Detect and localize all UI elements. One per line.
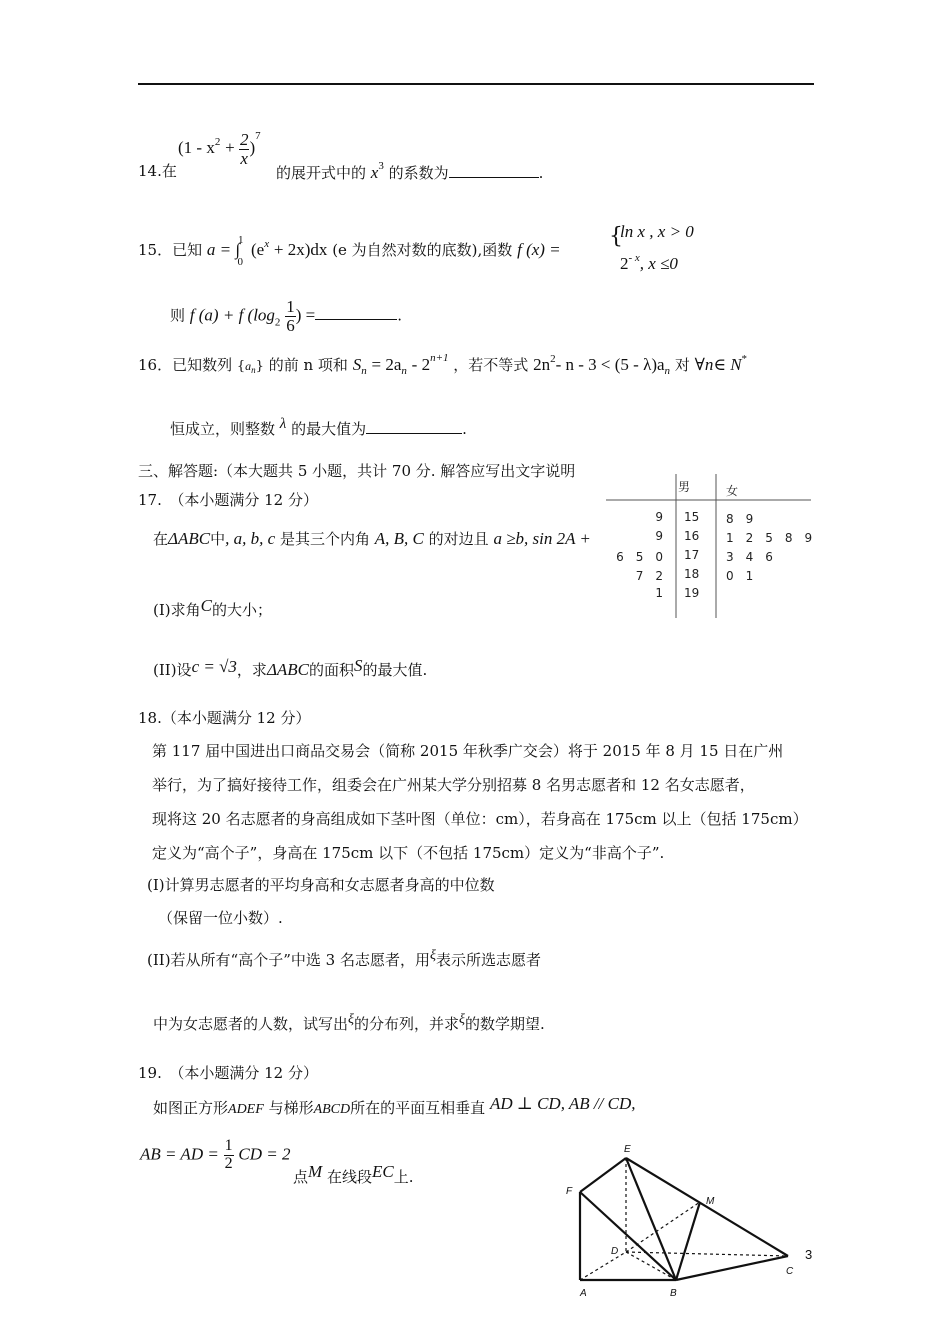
page-number: 3 [805, 1247, 813, 1262]
q14-text: 的展开式中的 $x^3$ 的系数为 . [276, 160, 544, 182]
q18-part3: 中为女志愿者的人数，试写出ξ的分布列，并求ξ的数学期望. [153, 1012, 545, 1033]
question-14: 14.在 [138, 162, 177, 180]
stem-leaf-plot [606, 468, 818, 618]
q17-line1: 在ΔABC中, a, b, c 是其三个内角 A, B, C 的对边且 a ≥b, sin 2A + [153, 529, 591, 548]
stem-row [606, 586, 818, 604]
stem-male-leaves: 7 2 [635, 569, 663, 583]
stem-row [606, 510, 818, 528]
q18-part2: (II)若从所有“高个子”中选 3 名志愿者，用ξ表示所选志愿者 [147, 948, 541, 969]
stem-row [606, 548, 818, 566]
q14-answer-blank [449, 163, 539, 178]
label-B: B [670, 1288, 677, 1299]
q17-title: 17. （本小题满分 12 分） [138, 491, 318, 509]
stem-row [606, 529, 818, 547]
q16-line2: 恒成立，则整数 λ 的最大值为 . [170, 416, 467, 438]
stem-female-leaves: 1 2 5 8 9 [726, 531, 813, 545]
label-A: A [580, 1288, 587, 1299]
label-F: F [566, 1186, 573, 1197]
question-15: 15．已知 $a = \int^1_0(e^x + 2x)dx$ (e 为自然对数的底数),函数 f (x) = [138, 234, 561, 268]
q15-brace: { [609, 224, 623, 249]
stem-female-leaves: 0 1 [726, 569, 754, 583]
header-rule [138, 83, 814, 85]
section-3-header: 三、解答题:（本大题共 5 小题，共计 70 分. 解答应写出文字说明 [138, 462, 576, 480]
q19-line2: AB = AD = $\frac{1}{2}$ CD = 2 [140, 1137, 291, 1172]
q18-line: 定义为“高个子”，身高在 175cm 以下（不包括 175cm）定义为“非高个子”. [152, 844, 665, 862]
label-C: C [786, 1266, 794, 1277]
q18-title: 18.（本小题满分 12 分） [138, 709, 311, 727]
stem-male-leaves: 9 [655, 510, 663, 524]
q18-part1: (I)计算男志愿者的平均身高和女志愿者身高的中位数 [147, 876, 495, 894]
q18-line: 现将这 20 名志愿者的身高组成如下茎叶图（单位：cm），若身高在 175cm 以上（包括 175cm） [152, 810, 808, 828]
q15-case1: ln x , x > 0 [620, 222, 694, 241]
q18-line: 举行，为了搞好接待工作，组委会在广州某大学分别招募 8 名男志愿者和 12 名女志愿者， [152, 776, 755, 794]
q18-line: 第 117 届中国进出口商品交易会（简称 2015 年秋季广交会）将于 2015 年 8 月 15 日在广州 [152, 742, 784, 760]
stem-value: 15 [684, 510, 700, 524]
q16-answer-blank [366, 419, 462, 434]
q19-line2b: 点M 在线段EC上. [293, 1162, 414, 1186]
stem-male-leaves: 1 [655, 586, 663, 600]
q14-exp2: 2 [214, 136, 221, 148]
stem-value: 19 [684, 586, 700, 600]
stem-row [606, 567, 818, 585]
question-16: 16．已知数列 $\{a_n\}$ 的前 n 项和 $S_n = 2a_n - 2^{n+1}$ ，若不等式 $2n^2-$ $n - 3 < (5 - \lambda)a_n$ 对 ∀n∈ N* [138, 352, 748, 377]
label-M: M [706, 1196, 715, 1207]
q17-part2: (II)设c = √3，求ΔABC的面积S的最大值. [153, 656, 428, 679]
q19-line1: 如图正方形ADEF 与梯形ABCD所在的平面互相垂直 AD ⊥ CD, AB // CD, [153, 1094, 636, 1117]
label-D: D [611, 1246, 619, 1257]
stem-female-leaves: 3 4 6 [726, 550, 773, 564]
geometry-figure [560, 1140, 813, 1304]
stem-male-leaves: 6 5 0 [616, 550, 663, 564]
q19-title: 19. （本小题满分 12 分） [138, 1064, 318, 1082]
stem-header-female: 女 [726, 484, 739, 498]
stem-value: 18 [684, 567, 700, 581]
q18-part1b: （保留一位小数）. [158, 909, 283, 927]
stem-male-leaves: 9 [655, 529, 663, 543]
q17-part1: (I)求角C的大小； [153, 596, 272, 619]
label-E: E [624, 1144, 631, 1155]
stem-header-male: 男 [678, 480, 691, 494]
stem-value: 16 [684, 529, 700, 543]
q14-expression: ($1 - x^2$ + $\frac{2}{x}$ )$^7$ [178, 129, 261, 168]
stem-value: 17 [684, 548, 700, 562]
q15-line2: 则 f (a) + f ($\log_2$ $\frac{1}{6}$ ) = . [170, 297, 402, 335]
q15-case2: $2^{- x}$, x ≤0 [620, 252, 678, 273]
q15-answer-blank [315, 305, 397, 320]
stem-female-leaves: 8 9 [726, 512, 754, 526]
